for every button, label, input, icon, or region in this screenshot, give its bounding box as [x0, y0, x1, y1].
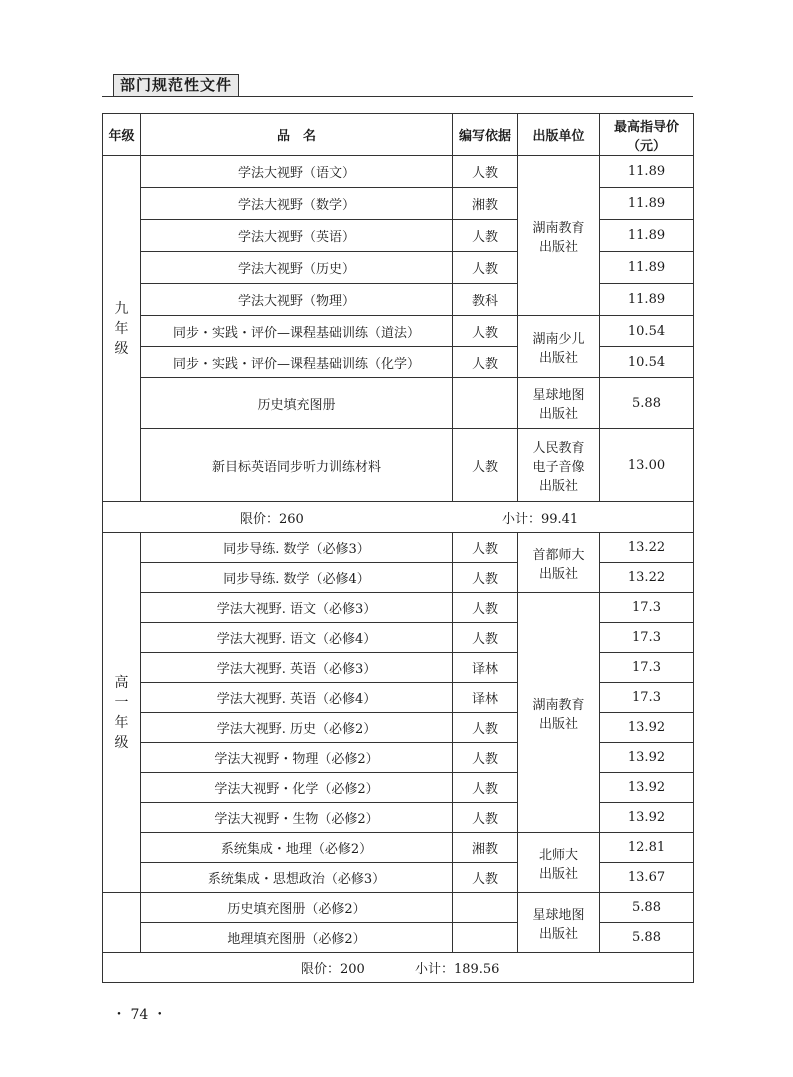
- item-basis: 人教: [453, 156, 518, 188]
- item-price: 13.22: [600, 563, 694, 593]
- table-row: [103, 563, 694, 593]
- subtotal-row: [103, 502, 694, 533]
- item-price: 17.3: [600, 653, 694, 683]
- col-price-line2: （元）: [626, 138, 666, 154]
- grade-char: 一: [114, 694, 129, 711]
- item-basis: 人教: [453, 593, 518, 623]
- table-row: [103, 378, 694, 429]
- item-basis: 人教: [453, 863, 518, 893]
- publisher-line: 北师大: [538, 847, 578, 863]
- grade-empty: [103, 893, 141, 953]
- item-price: 11.89: [600, 252, 694, 284]
- item-basis: 人教: [453, 563, 518, 593]
- item-name: 学法大视野. 语文（必修4）: [141, 623, 453, 653]
- item-basis: [453, 893, 518, 923]
- item-basis: 译林: [453, 683, 518, 713]
- item-price: 5.88: [600, 893, 694, 923]
- publisher-line: 星球地图: [532, 388, 585, 403]
- item-basis: 人教: [453, 252, 518, 284]
- grade9-label: [103, 156, 141, 502]
- table-row: [103, 284, 694, 316]
- item-name: 学法大视野（英语）: [141, 220, 453, 252]
- grade-char: 级: [114, 340, 129, 357]
- table-row: [103, 713, 694, 743]
- table-row: [103, 773, 694, 803]
- item-name: 地理填充图册（必修2）: [141, 923, 453, 953]
- item-name: 学法大视野（物理）: [141, 284, 453, 316]
- item-publisher: [518, 378, 600, 429]
- table-row: [103, 863, 694, 893]
- grade-char: 级: [114, 734, 129, 751]
- item-basis: 湘教: [453, 188, 518, 220]
- item-name: 历史填充图册（必修2）: [141, 893, 453, 923]
- section-tag: 部门规范性文件: [113, 74, 239, 97]
- item-name: 同步・实践・评价—课程基础训练（化学）: [141, 347, 453, 378]
- item-basis: 人教: [453, 623, 518, 653]
- item-price: 17.3: [600, 683, 694, 713]
- item-basis: [453, 923, 518, 953]
- grade-char: 九: [114, 300, 129, 317]
- publisher-line: 出版社: [538, 478, 578, 494]
- table-header-row: [103, 114, 694, 156]
- item-price: 11.89: [600, 188, 694, 220]
- item-publisher: [518, 316, 600, 378]
- item-price: 11.89: [600, 284, 694, 316]
- table-row: [103, 683, 694, 713]
- item-price: 13.92: [600, 773, 694, 803]
- col-basis: 编写依据: [453, 114, 518, 156]
- subtotal: 小计：99.41: [501, 511, 579, 527]
- col-publisher: 出版单位: [518, 114, 600, 156]
- table-row: [103, 623, 694, 653]
- table-row: [103, 429, 694, 502]
- item-basis: 人教: [453, 316, 518, 347]
- item-name: 同步导练. 数学（必修4）: [141, 563, 453, 593]
- publisher-line: 出版社: [538, 926, 578, 942]
- publisher-line: 出版社: [538, 566, 578, 582]
- item-price: 11.89: [600, 220, 694, 252]
- item-basis: 人教: [453, 533, 518, 563]
- item-basis: 人教: [453, 429, 518, 502]
- item-basis: [453, 378, 518, 429]
- grade-char: 年: [114, 714, 129, 731]
- table-row: [103, 923, 694, 953]
- item-basis: 人教: [453, 713, 518, 743]
- item-basis: 人教: [453, 347, 518, 378]
- table-row: [103, 893, 694, 923]
- item-basis: 人教: [453, 220, 518, 252]
- item-price: 17.3: [600, 623, 694, 653]
- item-price: 5.88: [600, 923, 694, 953]
- table-row: [103, 156, 694, 188]
- item-price: 13.22: [600, 533, 694, 563]
- item-price: 13.92: [600, 713, 694, 743]
- item-publisher: [518, 833, 600, 893]
- item-name: 学法大视野（历史）: [141, 252, 453, 284]
- publisher-line: 人民教育: [532, 440, 585, 456]
- publisher-line: 出版社: [538, 350, 578, 366]
- item-name: 学法大视野. 历史（必修2）: [141, 713, 453, 743]
- item-name: 学法大视野. 英语（必修4）: [141, 683, 453, 713]
- table-row: [103, 220, 694, 252]
- item-name: 学法大视野・化学（必修2）: [141, 773, 453, 803]
- item-publisher: [518, 893, 600, 953]
- grade10-label: [103, 533, 141, 893]
- page-number: ・ 74 ・: [112, 1007, 167, 1023]
- publisher-line: 湖南少儿: [532, 331, 585, 347]
- item-basis: 人教: [453, 803, 518, 833]
- publisher-line: 出版社: [538, 239, 578, 255]
- item-basis: 教科: [453, 284, 518, 316]
- item-publisher: [518, 156, 600, 316]
- table-row: [103, 593, 694, 623]
- item-basis: 湘教: [453, 833, 518, 863]
- col-grade: 年级: [103, 114, 141, 156]
- grade-char: 年: [114, 320, 129, 337]
- item-name: 学法大视野・生物（必修2）: [141, 803, 453, 833]
- item-basis: 人教: [453, 773, 518, 803]
- publisher-line: 湖南教育: [532, 220, 585, 236]
- item-price: 11.89: [600, 156, 694, 188]
- item-name: 学法大视野. 语文（必修3）: [141, 593, 453, 623]
- item-name: 新目标英语同步听力训练材料: [141, 429, 453, 502]
- item-price: 13.92: [600, 803, 694, 833]
- publisher-line: 首都师大: [532, 547, 585, 563]
- publisher-line: 湖南教育: [532, 697, 585, 713]
- price-table: [102, 113, 694, 983]
- item-name: 学法大视野（语文）: [141, 156, 453, 188]
- header-rule: [102, 96, 693, 97]
- publisher-line: 出版社: [538, 716, 578, 732]
- table-row: [103, 188, 694, 220]
- publisher-line: 电子音像: [532, 459, 585, 475]
- subtotal-row: [103, 953, 694, 983]
- item-price: 17.3: [600, 593, 694, 623]
- item-name: 学法大视野・物理（必修2）: [141, 743, 453, 773]
- grade-char: 高: [114, 674, 129, 691]
- table-row: [103, 803, 694, 833]
- item-publisher: [518, 429, 600, 502]
- col-name: 品 名: [141, 114, 453, 156]
- publisher-line: 出版社: [538, 407, 578, 422]
- item-price: 12.81: [600, 833, 694, 863]
- item-name: 学法大视野（数学）: [141, 188, 453, 220]
- table-row: [103, 533, 694, 563]
- col-price: [600, 114, 694, 156]
- item-name: 系统集成・地理（必修2）: [141, 833, 453, 863]
- item-price: 13.00: [600, 429, 694, 502]
- item-price: 13.67: [600, 863, 694, 893]
- item-price: 10.54: [600, 316, 694, 347]
- item-basis: 人教: [453, 743, 518, 773]
- limit-price: 限价：200: [301, 962, 365, 977]
- item-price: 13.92: [600, 743, 694, 773]
- limit-price: 限价：260: [240, 511, 304, 527]
- item-name: 同步导练. 数学（必修3）: [141, 533, 453, 563]
- table-row: [103, 833, 694, 863]
- table-row: [103, 653, 694, 683]
- item-basis: 译林: [453, 653, 518, 683]
- table-row: [103, 252, 694, 284]
- item-name: 同步・实践・评价—课程基础训练（道法）: [141, 316, 453, 347]
- item-price: 5.88: [600, 378, 694, 429]
- item-name: 系统集成・思想政治（必修3）: [141, 863, 453, 893]
- subtotal: 小计：189.56: [414, 962, 500, 977]
- item-publisher: [518, 533, 600, 593]
- publisher-line: 出版社: [538, 866, 578, 882]
- item-publisher: [518, 593, 600, 833]
- publisher-line: 星球地图: [532, 907, 585, 923]
- table-row: [103, 347, 694, 378]
- item-name: 历史填充图册: [141, 378, 453, 429]
- col-price-line1: 最高指导价: [613, 119, 679, 135]
- item-name: 学法大视野. 英语（必修3）: [141, 653, 453, 683]
- table-row: [103, 743, 694, 773]
- table-row: [103, 316, 694, 347]
- item-price: 10.54: [600, 347, 694, 378]
